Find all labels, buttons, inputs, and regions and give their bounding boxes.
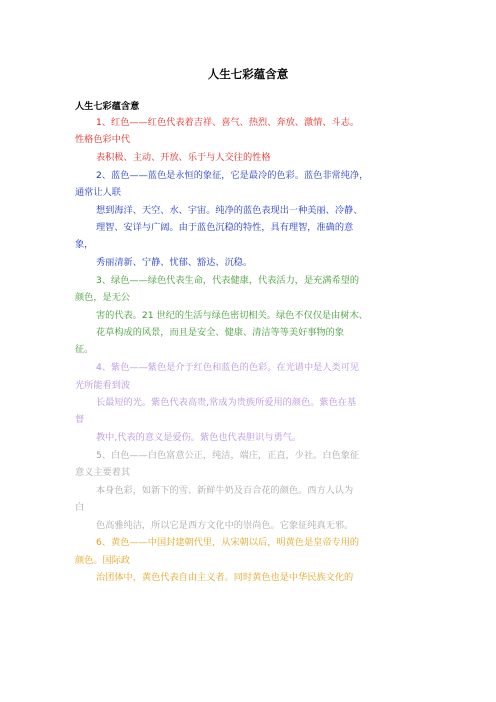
purple-line-2: 光所能看到波 bbox=[75, 380, 131, 391]
section-heading: 人生七彩蕴含意 bbox=[75, 101, 140, 112]
red-line-3: 表积极、主动、开放、乐于与人交往的性格 bbox=[96, 152, 271, 163]
page-title: 人生七彩蕴含意 bbox=[207, 67, 289, 81]
green-line-5: 征。 bbox=[75, 344, 94, 355]
green-line-3: 害的代表。21 世纪的生活与绿色密切相关。绿色不仅仅是由树木、 bbox=[96, 310, 368, 321]
white-line-2: 意义主要着其 bbox=[75, 467, 131, 478]
blue-line-4: 理智、安详与广阔。由于蓝色沉稳的特性，具有理智，准确的意 bbox=[96, 222, 354, 233]
red-line-2: 性格色彩中代 bbox=[75, 134, 131, 145]
yellow-line-1: 6、黄色——中国封建朝代里，从宋朝以后，明黄色是皇帝专用的 bbox=[96, 537, 360, 548]
blue-line-1: 2、蓝色——蓝色是永恒的象征，它是最冷的色彩。蓝色非常纯净， bbox=[96, 170, 369, 181]
green-line-4: 花草构成的风景，而且是安全、健康、清洁等等美好事物的象 bbox=[96, 327, 345, 338]
yellow-line-3: 治团体中，黄色代表自由主义者。同时黄色也是中华民族文化的 bbox=[96, 572, 354, 583]
white-line-4: 白 bbox=[75, 502, 85, 513]
blue-line-2: 通常让人联 bbox=[75, 187, 121, 198]
yellow-line-2: 颜色。国际政 bbox=[75, 555, 131, 566]
red-line-1: 1、红色——红色代表着吉祥、喜气、热烈、奔放、激情、斗志。 bbox=[96, 117, 360, 128]
purple-line-5: 教中,代表的意义是爱伤。紫色也代表胆识与勇气。 bbox=[96, 432, 302, 443]
purple-line-1: 4、紫色——紫色是介于红色和蓝色的色彩。在光谱中是人类可见 bbox=[96, 362, 360, 373]
blue-line-6: 秀丽清新、宁静、忧郁、豁达、沉稳。 bbox=[96, 257, 253, 268]
white-line-3: 本身色彩，如新下的雪、新鲜牛奶及百合花的颜色。西方人认为 bbox=[96, 485, 354, 496]
white-line-1: 5、白色——白色富意公正，纯洁，端庄，正直，少社。白色象征 bbox=[96, 450, 360, 461]
blue-line-3: 想到海洋、天空、水、宇宙。纯净的蓝色表现出一种美丽、冷静、 bbox=[96, 205, 363, 216]
purple-line-4: 督 bbox=[75, 414, 85, 425]
white-line-5: 色高雅纯洁，所以它是西方文化中的崇尚色。它象征纯真无邪。 bbox=[96, 520, 354, 531]
green-line-2: 颜色，是无公 bbox=[75, 292, 131, 303]
green-line-1: 3、绿色——绿色代表生命，代表健康，代表活力，是充满希望的 bbox=[96, 275, 360, 286]
purple-line-3: 长最短的光。紫色代表高贵,常成为贵族所爱用的颜色。紫色在基 bbox=[96, 397, 357, 408]
blue-line-5: 象， bbox=[75, 239, 94, 250]
